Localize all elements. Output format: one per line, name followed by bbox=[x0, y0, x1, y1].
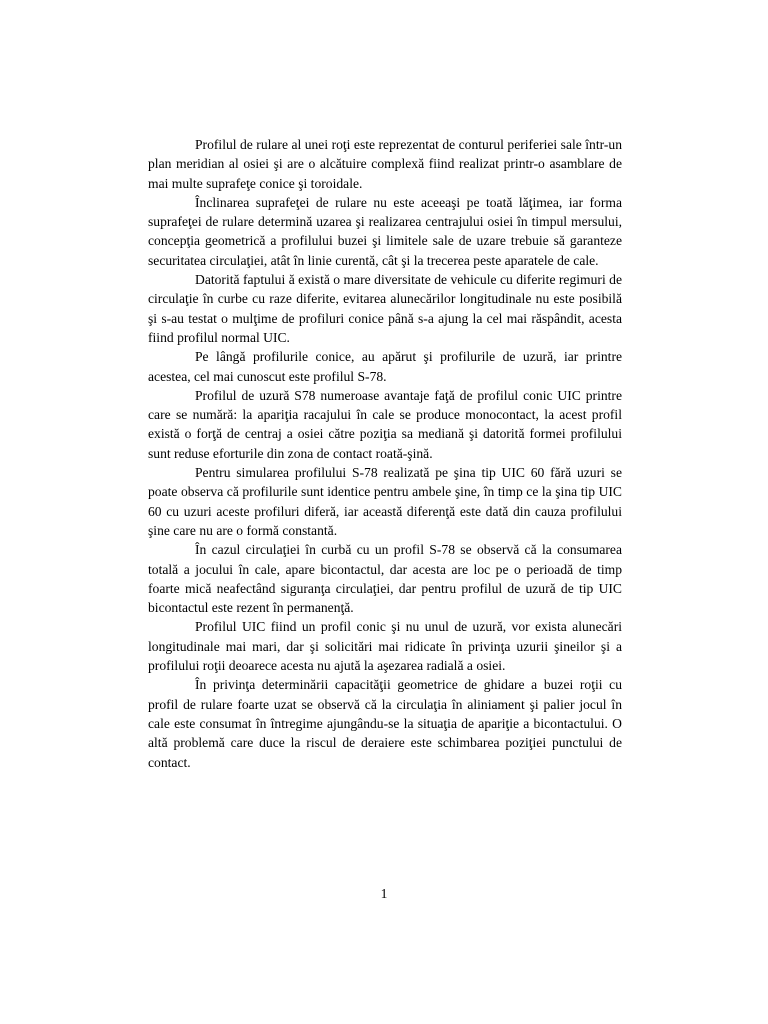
paragraph: Profilul de uzură S78 numeroase avantaje faţă de profilul conic UIC printre care se numără: la apariţia racajului în cale se produce monocontact, la acest profil există o forţă de centraj a osiei către poziţia sa mediană şi datorită formei profilului sunt reduse eforturile din zona de contact roată-şină. bbox=[148, 387, 622, 461]
paragraph: Profilul de rulare al unei roţi este reprezentat de conturul periferiei sale într-un plan meridian al osiei şi are o alcătuire complexă fiind realizat printr-o asamblare de mai multe suprafeţe conice şi toroidale. bbox=[148, 137, 622, 191]
paragraph: În privinţa determinării capacităţii geometrice de ghidare a buzei roţii cu profil de rulare foarte uzat se observă că la circulaţia în aliniament şi palier jocul în cale este consumat în întregime ajungându-se la situaţia de apariţie a bicontactului. O altă problemă care duce la riscul de deraiere este schimbarea poziţiei punctului de contact. bbox=[148, 677, 622, 770]
paragraph: În cazul circulaţiei în curbă cu un profil S-78 se observă că la consumarea totală a jocului în cale, apare bicontactul, dar acesta are loc pe o perioadă de timp foarte mică neafectând siguranţa circulaţiei, dar pentru profilul de uzură de tip UIC bicontactul este rezent în permanenţă. bbox=[148, 542, 622, 616]
page-number: 1 bbox=[380, 886, 388, 901]
paragraph: Datorită faptului ă există o mare diversitate de vehicule cu diferite regimuri de circulaţie în curbe cu raze diferite, evitarea alunecărilor longitudinale nu este posibilă şi s-au testat o mulţime de profiluri conice până s-a ajung la cel mai răspândit, acesta fiind profilul normal UIC. bbox=[148, 272, 622, 345]
paragraph: Înclinarea suprafeţei de rulare nu este aceeaşi pe toată lăţimea, iar forma suprafeţei de rulare determină uzarea şi realizarea centrajului osiei în timpul mersului, concepţia geometrică a profilului buzei şi limitele sale de uzare trebuie să garanteze securitatea circulaţiei, atât în linie curentă, cât şi la trecerea peste aparatele de cale. bbox=[148, 194, 622, 268]
paragraph: Profilul UIC fiind un profil conic şi nu unul de uzură, vor exista alunecări longitudinale mai mari, dar şi solicitări mai ridicate în privinţa uzurii şineilor şi a profilului roţii deoarece acesta nu ajută la aşezarea radială a osiei. bbox=[148, 619, 622, 674]
paragraph: Pentru simularea profilului S-78 realizată pe şina tip UIC 60 fără uzuri se poate observa că profilurile sunt identice pentru ambele şine, în timp ce la şina tip UIC 60 cu uzuri aceste profiluri diferă, iar această diferenţă este dată din cauza profilului şine care nu are o formă constantă. bbox=[148, 465, 622, 538]
body-text bbox=[148, 135, 622, 772]
paragraph: Pe lângă profilurile conice, au apărut şi profilurile de uzură, iar printre acestea, cel mai cunoscut este profilul S-78. bbox=[148, 349, 622, 384]
